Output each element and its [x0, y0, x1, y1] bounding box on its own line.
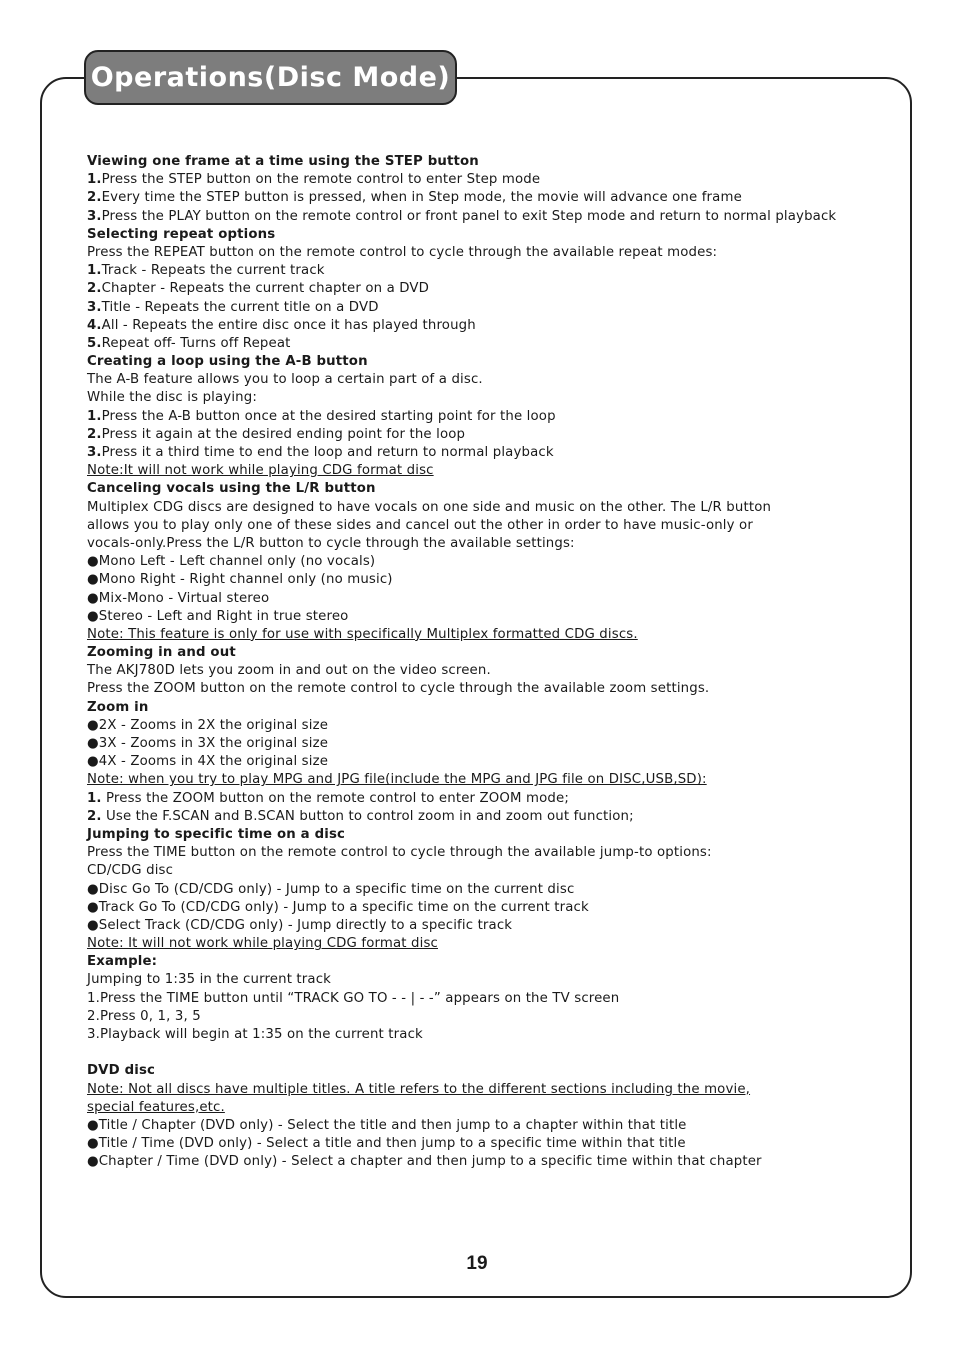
- dvd-bullet: ●Title / Time (DVD only) - Select a title and then jump to a specific time within that title: [87, 1136, 686, 1152]
- step-item-1: 1.Press the STEP button on the remote control to enter Step mode: [87, 172, 541, 188]
- ab-item-1: 1.Press the A-B button once at the desired starting point for the loop: [87, 408, 556, 424]
- zoom-item-2: 2. Use the F.SCAN and B.SCAN button to control zoom in and zoom out function;: [87, 808, 634, 824]
- lr-bullet: ●Mono Right - Right channel only (no music): [87, 572, 393, 588]
- repeat-item-2: 2.Chapter - Repeats the current chapter on a DVD: [87, 281, 430, 297]
- ab-note: Note:It will not work while playing CDG format disc: [87, 463, 434, 479]
- lr-paragraph-line: Multiplex CDG discs are designed to have vocals on one side and music on the other. The L/R button: [87, 499, 772, 515]
- example-line: 1.Press the TIME button until “TRACK GO TO - - | - -” appears on the TV screen: [87, 990, 620, 1006]
- lr-note: Note: This feature is only for use with specifically Multiplex formatted CDG discs.: [87, 626, 638, 642]
- lr-paragraph-line: allows you to play only one of these sides and cancel out the other in order to have music-only or: [87, 517, 753, 533]
- section-heading-step: Viewing one frame at a time using the STEP button: [87, 154, 479, 169]
- lr-bullet: ●Mono Left - Left channel only (no vocals): [87, 554, 376, 570]
- jump-sub: CD/CDG disc: [87, 863, 174, 879]
- manual-content: [87, 153, 877, 1172]
- ab-item-2: 2.Press it again at the desired ending point for the loop: [87, 426, 466, 442]
- dvd-bullet: ●Chapter / Time (DVD only) - Select a chapter and then jump to a specific time within that chapter: [87, 1154, 762, 1170]
- page-title: Operations(Disc Mode): [90, 62, 451, 93]
- jump-note: Note: It will not work while playing CDG format disc: [87, 936, 438, 952]
- title-tab: [84, 50, 457, 105]
- repeat-item-1: 1.Track - Repeats the current track: [87, 263, 325, 279]
- dvd-note-line: special features,etc.: [87, 1099, 225, 1115]
- repeat-item-3: 3.Title - Repeats the current title on a DVD: [87, 299, 379, 315]
- repeat-intro: Press the REPEAT button on the remote control to cycle through the available repeat modes:: [87, 244, 718, 260]
- example-line: 3.Playback will begin at 1:35 on the current track: [87, 1027, 423, 1042]
- zoom-line-1: The AKJ780D lets you zoom in and out on the video screen.: [87, 663, 491, 679]
- zoom-bullet: ●3X - Zooms in 3X the original size: [87, 736, 329, 751]
- step-item-2: 2.Every time the STEP button is pressed, when in Step mode, the movie will advance one frame: [87, 190, 742, 206]
- zoom-line-2: Press the ZOOM button on the remote control to cycle through the available zoom settings.: [87, 681, 710, 697]
- example-line: 2.Press 0, 1, 3, 5: [87, 1008, 201, 1024]
- section-heading-repeat: Selecting repeat options: [87, 226, 276, 242]
- page-number: 19: [466, 1253, 488, 1274]
- dvd-note-line: Note: Not all discs have multiple titles. A title refers to the different sections including the movie,: [87, 1081, 751, 1097]
- jump-bullet: ●Track Go To (CD/CDG only) - Jump to a specific time on the current track: [87, 899, 589, 915]
- section-heading-dvd: DVD disc: [87, 1063, 156, 1079]
- ab-item-3: 3.Press it a third time to end the loop and return to normal playback: [87, 445, 554, 460]
- section-heading-lr: Canceling vocals using the L/R button: [87, 481, 376, 497]
- zoom-subheading: Zoom in: [87, 699, 149, 715]
- section-heading-ab: Creating a loop using the A-B button: [87, 354, 368, 370]
- ab-intro-2: While the disc is playing:: [87, 390, 257, 406]
- spacer: [87, 1044, 877, 1062]
- jump-bullet: ●Disc Go To (CD/CDG only) - Jump to a specific time on the current disc: [87, 881, 575, 897]
- step-item-3: 3.Press the PLAY button on the remote control or front panel to exit Step mode and return to normal playback: [87, 208, 837, 224]
- lr-bullet: ●Mix-Mono - Virtual stereo: [87, 590, 270, 606]
- repeat-item-5: 5.Repeat off- Turns off Repeat: [87, 335, 291, 351]
- example-heading: Example:: [87, 954, 158, 970]
- zoom-bullet: ●4X - Zooms in 4X the original size: [87, 754, 329, 770]
- section-heading-jump: Jumping to specific time on a disc: [87, 826, 346, 842]
- lr-bullet: ●Stereo - Left and Right in true stereo: [87, 608, 349, 624]
- zoom-note: Note: when you try to play MPG and JPG file(include the MPG and JPG file on DISC,USB,SD):: [87, 772, 707, 788]
- jump-intro: Press the TIME button on the remote control to cycle through the available jump-to options:: [87, 845, 712, 861]
- section-heading-zoom: Zooming in and out: [87, 645, 236, 661]
- lr-paragraph-line: vocals-only.Press the L/R button to cycle through the available settings:: [87, 535, 575, 551]
- ab-intro-1: The A-B feature allows you to loop a certain part of a disc.: [87, 372, 483, 388]
- jump-bullet: ●Select Track (CD/CDG only) - Jump directly to a specific track: [87, 917, 513, 933]
- zoom-bullet: ●2X - Zooms in 2X the original size: [87, 717, 329, 733]
- dvd-bullet: ●Title / Chapter (DVD only) - Select the title and then jump to a chapter within that title: [87, 1117, 687, 1133]
- zoom-item-1: 1. Press the ZOOM button on the remote control to enter ZOOM mode;: [87, 790, 569, 806]
- repeat-item-4: 4.All - Repeats the entire disc once it has played through: [87, 317, 476, 333]
- example-line: Jumping to 1:35 in the current track: [87, 972, 332, 988]
